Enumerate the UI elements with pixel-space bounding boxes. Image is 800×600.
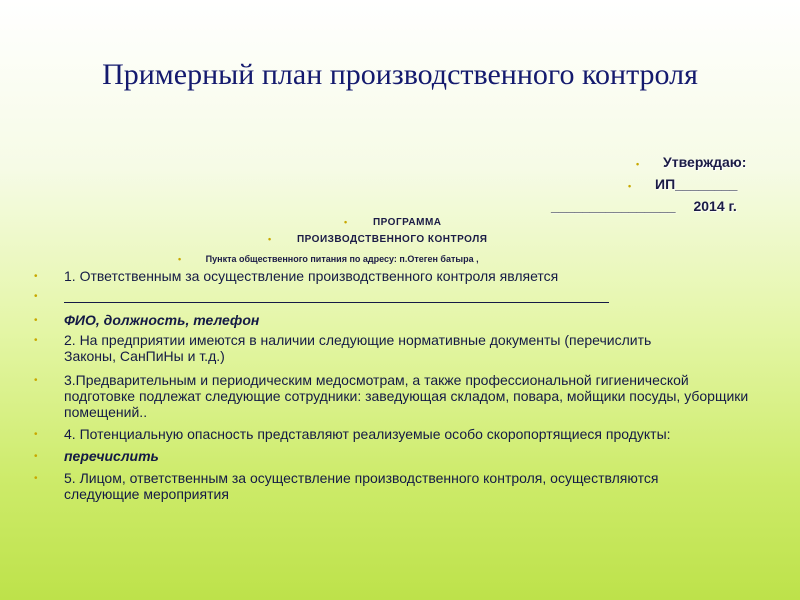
bullet-icon: • [628, 181, 632, 191]
plan-list [34, 268, 764, 502]
program-line-3: Пункта общественного питания по адресу: п.Отеген батыра , [205, 254, 479, 264]
program-subtitle [268, 234, 487, 245]
list-item [34, 372, 764, 420]
year-blank: ________________ [551, 198, 676, 214]
year-line [551, 198, 737, 214]
bullet-icon: • [34, 429, 38, 440]
approve-line [636, 154, 746, 170]
fio-text: ФИО, должность, телефон [64, 312, 260, 328]
bullet-icon: • [34, 335, 38, 346]
program-line-2: ПРОИЗВОДСТВЕННОГО КОНТРОЛЯ [296, 234, 488, 245]
item-2-text: 2. На предприятии имеются в наличии следующие нормативные документы (перечислить Законы, СанПиНы и т.д.) [64, 332, 652, 364]
bullet-icon: • [178, 254, 182, 264]
list-item [34, 312, 764, 328]
list-item [34, 268, 764, 284]
bullet-icon: • [268, 234, 272, 244]
bullet-icon: • [34, 291, 38, 302]
list-item [34, 470, 764, 502]
program-line-1: ПРОГРАММА [372, 217, 442, 228]
program-title [344, 217, 442, 228]
bullet-icon: • [34, 271, 38, 282]
list-item [34, 332, 764, 364]
bullet-icon: • [636, 159, 640, 169]
slide-title: Примерный план производственного контроля [102, 58, 698, 91]
ip-label: ИП________ [655, 176, 738, 192]
item-1-text: 1. Ответственным за осуществление производственного контроля является [64, 268, 559, 284]
list-item [34, 426, 764, 442]
bullet-icon: • [34, 315, 38, 326]
ip-line [628, 176, 737, 192]
item-4-text: 4. Потенциальную опасность представляют реализуемые особо скоропортящиеся продукты: [64, 426, 671, 442]
bullet-icon: • [344, 217, 348, 227]
list-item [34, 448, 764, 464]
program-address [178, 254, 479, 264]
blank-line [64, 288, 609, 303]
item-3-text: 3.Предварительным и периодическим медосмотрам, а также профессиональной гигиенической подготовке подлежат следующие сотрудники: заведующая складом, повара, мойщики посуды, уборщики помещений.. [64, 372, 749, 420]
bullet-icon: • [34, 451, 38, 462]
enumerate-text: перечислить [64, 448, 159, 464]
approve-label: Утверждаю: [663, 154, 747, 170]
year-label: 2014 г. [693, 198, 737, 214]
list-item [34, 288, 764, 306]
bullet-icon: • [34, 473, 38, 484]
bullet-icon: • [34, 375, 38, 386]
item-5-text: 5. Лицом, ответственным за осуществление производственного контроля, осуществляются следующие мероприятия [64, 470, 659, 502]
